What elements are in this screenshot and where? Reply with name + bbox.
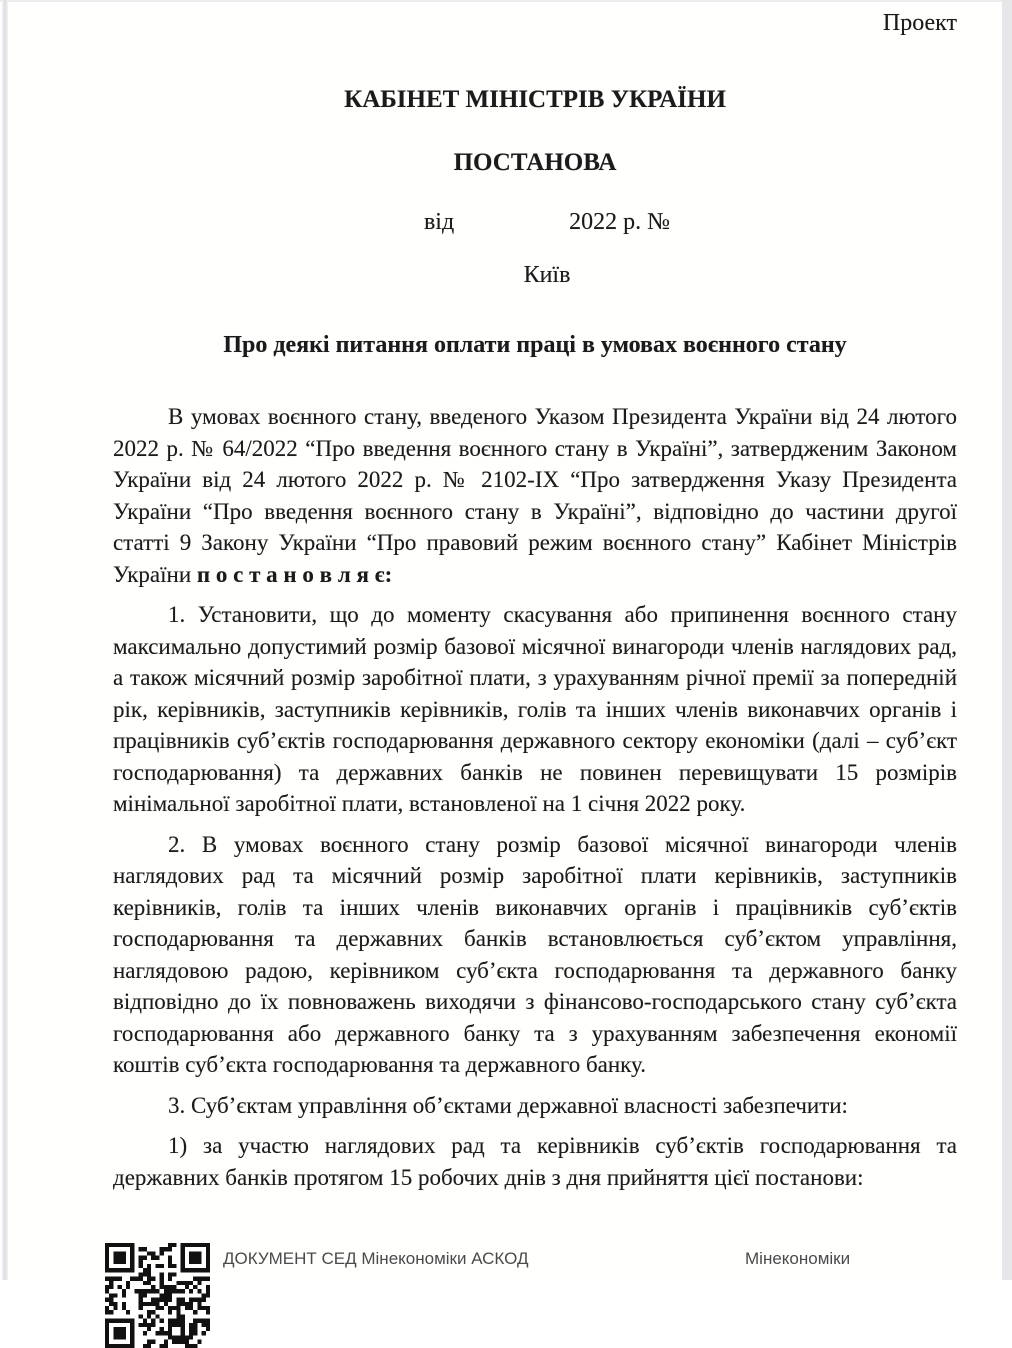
paragraph-item-3: 3. Суб’єктам управління об’єктами державної власності забезпечити: (113, 1090, 957, 1122)
paragraph-item-3-sub-1: 1) за участю наглядових рад та керівників суб’єктів господарювання та державних банків протягом 15 робочих днів з дня прийняття цієї постанови: (113, 1130, 957, 1193)
paragraph-item-1: 1. Установити, що до моменту скасування або припинення воєнного стану максимально допустимий розмір базової місячної винагороди членів наглядових рад, а також місячний розмір заробітної плати, з урахуванням річної премії за попередній рік, керівників, заступників керівників, голів та інших членів виконавчих органів і працівників суб’єктів господарювання державного сектору економіки (далі – суб’єкт господарювання) та державних банків не повинен перевищувати 15 розмірів мінімальної заробітної плати, встановленої на 1 січня 2022 року. (113, 599, 957, 820)
footer-system-label: ДОКУМЕНТ СЕД Мінекономіки АСКОД (223, 1249, 529, 1269)
intro-paragraph (113, 401, 957, 590)
draft-label: Проект (113, 10, 957, 37)
page-right-edge (1002, 0, 1012, 1280)
document-body (113, 401, 957, 1193)
document-title: Про деякі питання оплати праці в умовах воєнного стану (113, 332, 957, 358)
issuing-authority-heading: КАБІНЕТ МІНІСТРІВ УКРАЇНИ (113, 87, 957, 113)
document-content (113, 0, 957, 1202)
date-number-line (125, 209, 969, 235)
intro-paragraph-text: В умовах воєнного стану, введеного Указом Президента України від 24 лютого 2022 р. № 64/2022 “Про введення воєнного стану в Україні”, затвердженим Законом України від 24 лютого 2022 р. № 2102-IX “Про затвердження Указу Президента України “Про введення воєнного стану в Україні”, відповідно до частини другої статті 9 Закону України “Про правовий режим воєнного стану” Кабінет Міністрів України (113, 404, 957, 587)
date-prefix: від (424, 209, 454, 235)
city-line: Київ (125, 262, 969, 288)
document-type-heading: ПОСТАНОВА (113, 150, 957, 176)
footer-organization-label: Мінекономіки (745, 1249, 850, 1269)
paragraph-item-2: 2. В умовах воєнного стану розмір базової місячної винагороди членів наглядових рад та місячний розмір заробітної плати керівників, заступників керівників, голів та інших членів виконавчих органів і працівників суб’єктів господарювання та державних банків встановлюється суб’єктом управління, наглядовою радою, керівником суб’єкта господарювання та державного банку відповідно до їх повноважень виходячи з фінансово-господарського стану суб’єкта господарювання або державного банку та з урахуванням забезпечення економії коштів суб’єкта господарювання та державного банку. (113, 829, 957, 1081)
qr-code-icon (105, 1243, 210, 1348)
page-left-edge (2, 0, 8, 1280)
date-year-number: 2022 р. № (569, 209, 670, 235)
intro-paragraph-bold-tail: п о с т а н о в л я є: (197, 562, 392, 587)
